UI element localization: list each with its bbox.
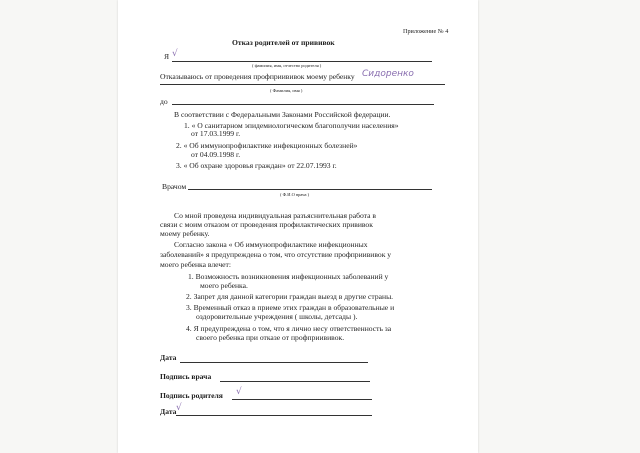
parent-signature-line: [232, 399, 372, 400]
parent-name-caption: ( фамилия, имя, отчество родителя ): [252, 63, 322, 68]
paragraph-line: моего ребенка влечет:: [160, 260, 231, 269]
law-item: 2. « Об иммунопрофилактике инфекционных болезней»: [176, 141, 358, 150]
do-line: [172, 104, 434, 105]
parent-signature-label: Подпись родителя: [160, 391, 223, 400]
consequence-item: 3. Временный отказ в приеме этих граждан в образовательные и: [186, 303, 395, 312]
consequence-item: 2. Запрет для данной категории граждан выезд в другие страны.: [186, 292, 394, 301]
law-item-date: от 17.03.1999 г.: [191, 129, 241, 138]
doctor-name-caption: ( Ф.И.О врача ): [280, 192, 310, 197]
parent-name-line: [172, 61, 432, 62]
do-label: до: [160, 97, 168, 106]
doctor-label: Врачом: [162, 182, 187, 191]
check-mark-icon: √: [236, 387, 242, 397]
date-line: [176, 415, 372, 416]
doctor-signature-line: [220, 381, 370, 382]
child-name-caption: ( Фамилия, имя ): [270, 88, 303, 93]
refusal-statement: Отказываюсь от проведения профприививок моему ребенку: [160, 72, 355, 81]
date-label: Дата: [160, 407, 177, 416]
consequence-item-cont: своего ребенка при отказе от профприививок.: [196, 333, 345, 342]
law-item: 3. « Об охране здоровья граждан» от 22.07.1993 г.: [176, 161, 337, 170]
doctor-signature-label: Подпись врача: [160, 372, 212, 381]
handwritten-child-name: Сидоренко: [362, 69, 414, 79]
document-title: Отказ родителей от прививок: [232, 38, 335, 47]
doctor-name-line: [188, 189, 432, 190]
paragraph-line: Со мной проведена индивидуальная разъяснительная работа в: [174, 211, 376, 220]
paragraph-line: моему ребенку.: [160, 229, 210, 238]
consequence-item-cont: моего ребенка.: [200, 281, 248, 290]
date-label: Дата: [160, 353, 177, 362]
paragraph-line: заболеваний» я предупреждена о том, что отсутствие профприививок у: [160, 250, 392, 259]
child-name-line: [160, 84, 445, 85]
ya-label: Я: [164, 52, 170, 61]
check-mark-icon: √: [172, 49, 178, 59]
annex-number: Приложение № 4: [403, 28, 449, 35]
consequence-item: 1. Возможность возникновения инфекционных заболеваний у: [188, 272, 389, 281]
law-item-date: от 04.09.1998 г.: [191, 150, 241, 159]
laws-intro: В соответствии с Федеральными Законами Российской федерации.: [174, 110, 391, 119]
consequence-item-cont: оздоровительные учреждения ( школы, детсады ).: [196, 312, 358, 321]
paragraph-line: Согласно закона « Об иммунопрофилактике инфекционных: [174, 240, 368, 249]
date-line: [180, 362, 368, 363]
consequence-item: 4. Я предупреждена о том, что я лично несу ответственность за: [186, 324, 392, 333]
law-item: 1. « О санитарном эпидемиологическом благополучии населения»: [184, 121, 399, 130]
paragraph-line: связи с моим отказом от проведения профилактических прививок: [160, 220, 373, 229]
check-mark-icon: √: [176, 403, 182, 413]
